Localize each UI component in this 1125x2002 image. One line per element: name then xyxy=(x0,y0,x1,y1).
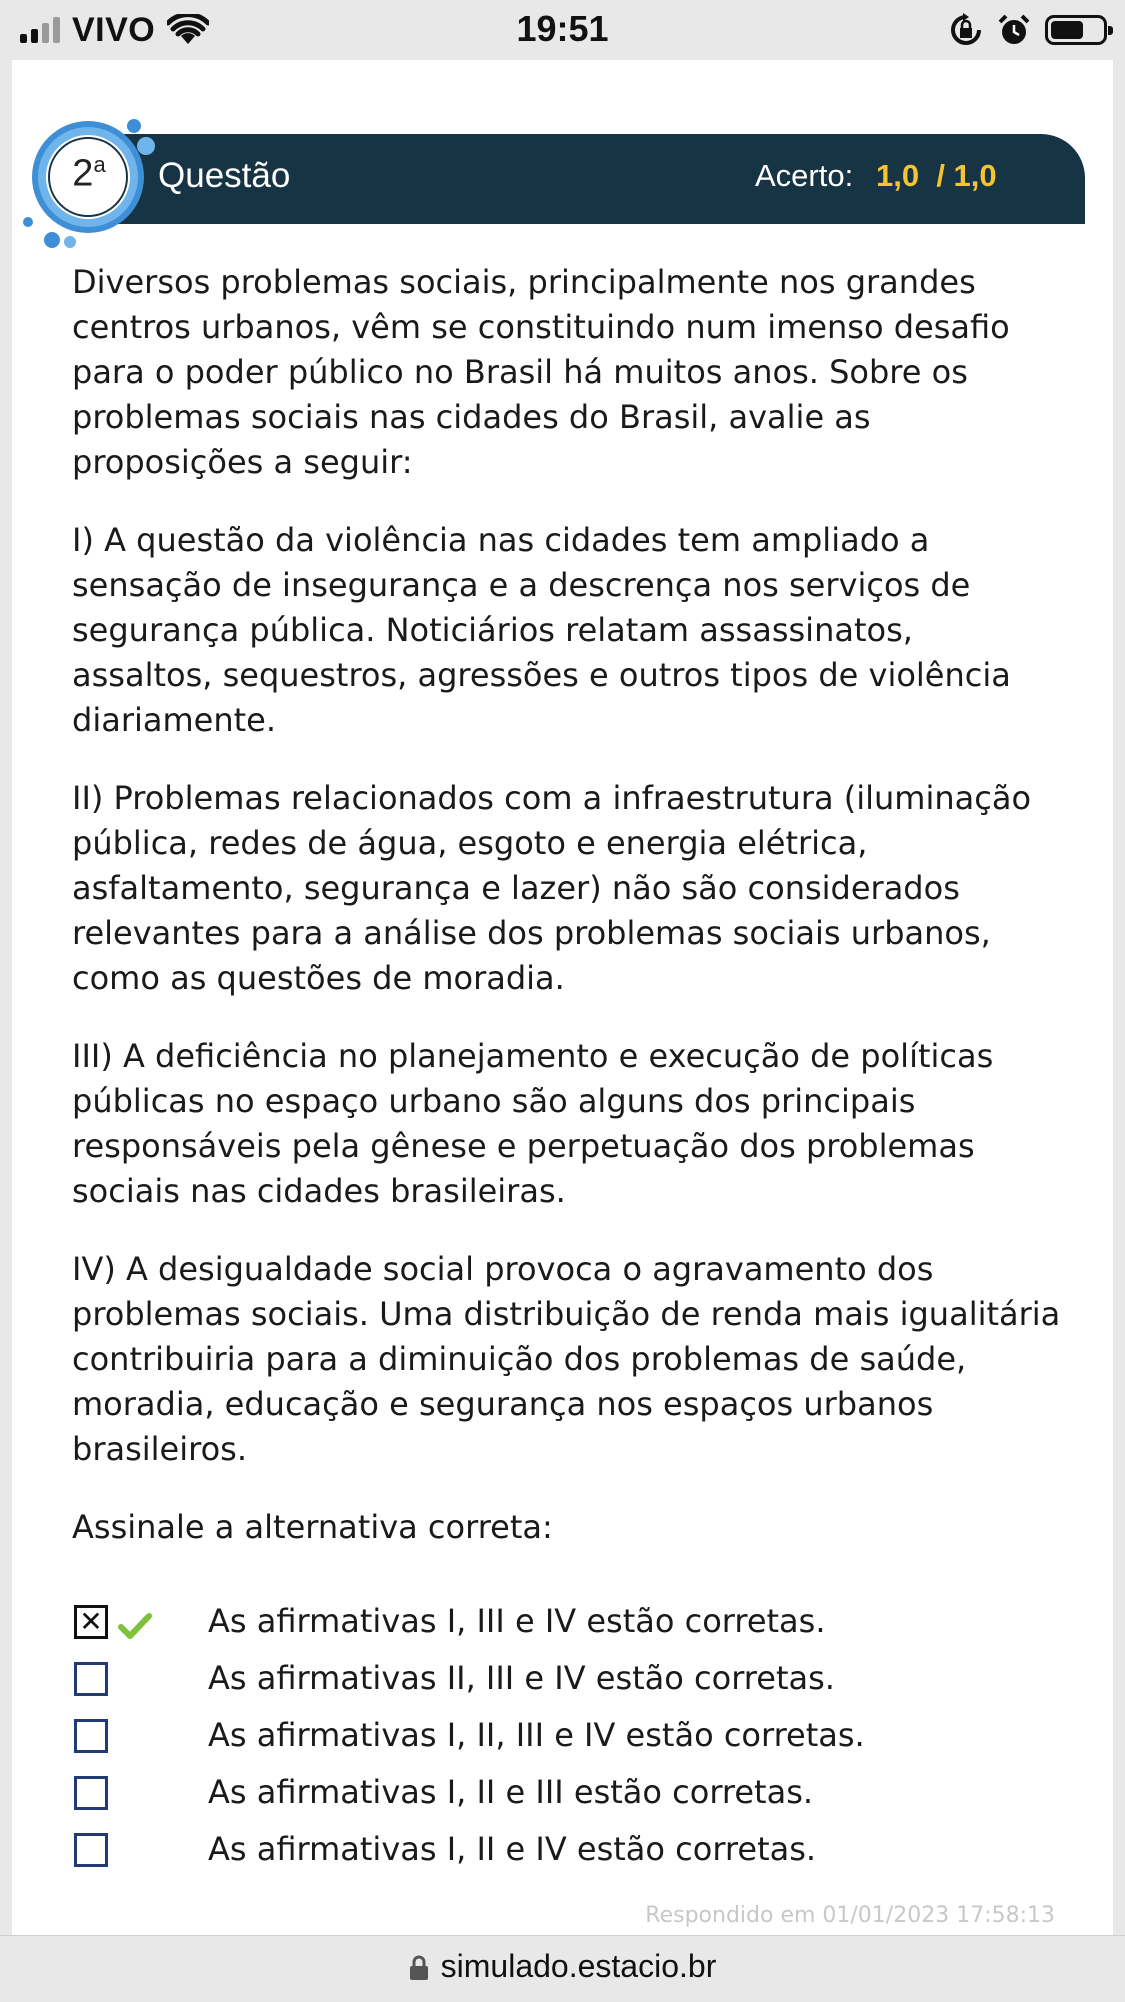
option-b[interactable] xyxy=(72,1659,1062,1719)
rotation-lock-icon xyxy=(949,13,983,47)
option-label: As afirmativas I, III e IV estão corretas. xyxy=(208,1602,826,1640)
proposition-i: I) A questão da violência nas cidades tem ampliado a sensação de insegurança e a descrença nos serviços de segurança pública. Noticiários relatam assassinatos, assaltos, sequestros, agressões e outros tipos de violência diariamente. xyxy=(72,521,1011,739)
proposition-iv: IV) A desigualdade social provoca o agravamento dos problemas sociais. Uma distribuição de renda mais igualitária contribuiria para a diminuição dos problemas de saúde, moradia, educação e segurança nos espaços urbanos brasileiros. xyxy=(72,1250,1061,1468)
proposition-iii: III) A deficiência no planejamento e execução de políticas públicas no espaço urbano são alguns dos principais responsáveis pela gênese e perpetuação dos problemas sociais nas cidades brasileiras. xyxy=(72,1037,994,1210)
question-title: Questão xyxy=(158,156,291,195)
option-a[interactable] xyxy=(72,1602,1062,1662)
checkbox[interactable] xyxy=(74,1662,108,1696)
status-bar xyxy=(0,0,1125,60)
carrier-name: VIVO xyxy=(72,10,156,49)
battery-icon xyxy=(1045,15,1107,45)
alarm-icon xyxy=(997,13,1031,47)
checkbox[interactable] xyxy=(74,1833,108,1867)
browser-url-bar[interactable] xyxy=(0,1935,1125,2002)
checkbox[interactable] xyxy=(74,1776,108,1810)
answered-timestamp: Respondido em 01/01/2023 17:58:13 xyxy=(645,1903,1055,1928)
answer-options xyxy=(72,1602,1062,1890)
option-label: As afirmativas II, III e IV estão corretas. xyxy=(208,1659,835,1697)
option-d[interactable] xyxy=(72,1773,1062,1833)
score-label: Acerto: xyxy=(755,158,854,193)
checkbox-x-icon: ✕ xyxy=(79,1605,103,1638)
status-time: 19:51 xyxy=(516,8,609,49)
url-text: simulado.estacio.br xyxy=(440,1948,717,1984)
status-right xyxy=(949,10,1107,50)
question-text xyxy=(72,260,1062,1583)
lock-icon xyxy=(409,1955,429,1981)
correct-check-icon xyxy=(118,1611,152,1641)
question-number: 2$^a$ xyxy=(72,152,106,195)
checkbox[interactable] xyxy=(74,1719,108,1753)
option-c[interactable] xyxy=(72,1716,1062,1776)
question-paragraph: Diversos problemas sociais, principalmente nos grandes centros urbanos, vêm se constituindo num imenso desafio para o poder público no Brasil há muitos anos. Sobre os problemas sociais nas cidades do Brasil, avalie as proposições a seguir: xyxy=(72,263,1010,481)
option-e[interactable] xyxy=(72,1830,1062,1890)
page-content xyxy=(12,60,1113,1935)
option-label: As afirmativas I, II e III estão corretas. xyxy=(208,1773,814,1811)
instruction-text: Assinale a alternativa correta: xyxy=(72,1508,553,1546)
url-display[interactable] xyxy=(0,1948,1125,1985)
checkbox-checked[interactable] xyxy=(74,1605,108,1639)
proposition-ii: II) Problemas relacionados com a infraestrutura (iluminação pública, redes de água, esgoto e energia elétrica, asfaltamento, segurança e lazer) não são considerados relevantes para a análise dos problemas sociais urbanos, como as questões de moradia. xyxy=(72,779,1032,997)
option-label: As afirmativas I, II e IV estão corretas. xyxy=(208,1830,817,1868)
score-value: 1,0 / 1,0 xyxy=(876,158,997,193)
option-label: As afirmativas I, II, III e IV estão corretas. xyxy=(208,1716,865,1754)
